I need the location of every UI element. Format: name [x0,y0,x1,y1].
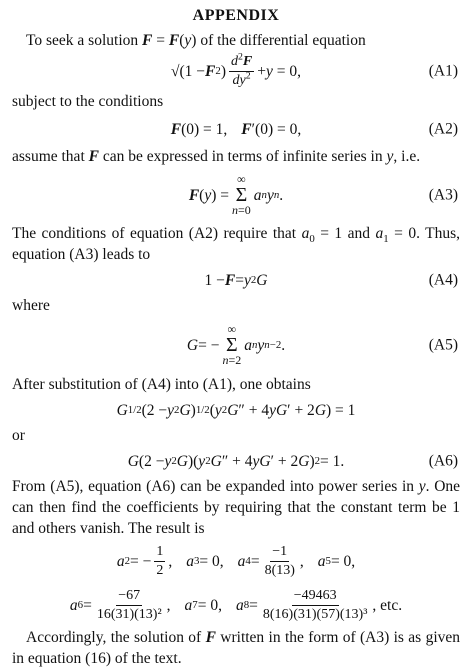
equation-a1: √(1 − F 2 ) $\frac{d^2F}{dy^2}$ + y = 0, (A1) [171,50,458,88]
equation-number: (A5) [428,336,458,354]
paragraph-assume: assume that F can be expressed in terms of infinite series in y, i.e. [12,148,421,165]
paragraph-power-series: From (A5), equation (A6) can be expanded into power series in y. One can then find the coefficients by requiring that the constant term be 1 and others vanish. The result is [12,478,461,537]
paragraph-where: where [12,297,50,314]
paragraph-intro: To seek a solution F = F(y) of the differential equation [26,32,366,49]
equation-a2: F (0) = 1, F ′(0) = 0, (A2) [170,120,458,138]
equation-substituted: G 1/2 (2 − y 2 G ) 1/2 ( y 2 G ″ + 4 yG ′ + 2 G ) = 1 [116,401,356,419]
paragraph-or: or [12,427,25,444]
equation-a6: G (2 − y 2 G )( y 2 G ″ + 4 yG ′ + 2 G ) 2 = 1. (A6) [127,452,458,470]
appendix-heading: APPENDIX [192,7,280,24]
equation-coefficients-row2: a 6 = $\frac{-67}{\text{16(31)(13)²}}$ , a 7 = 0, a 8 = $\frac{-49463}{\text{8(16)(31)(57)(13)³}}$ , etc. [69,587,403,622]
paragraph-conditions: subject to the conditions [12,93,164,110]
equation-number: (A6) [428,452,458,470]
paragraph-conditions-require: The conditions of equation (A2) require that $a_0 = 1$ and $a_1 = 0$. Thus, equation (A3) leads to [12,225,461,263]
equation-a5: G = − ∞ Σ n=2 a n y n−2 . (A5) [186,322,458,367]
paragraph-conclusion: Accordingly, the solution of F written in the form of (A3) is as given in equation (16) of the text. [12,629,461,667]
equation-number: (A4) [428,271,458,289]
equation-number: (A1) [428,62,458,80]
equation-number: (A2) [428,120,458,138]
equation-number: (A3) [428,186,458,204]
equation-coefficients-row1: a 2 = − $\frac{1}{2}$ , a 3 = 0, a 4 = $\frac{-1}{8(13)}$ , a 5 = 0, [116,543,356,578]
equation-a3: F ( y ) = ∞ Σ n=0 a n y n . (A3) [188,172,458,217]
equation-a4: 1 − F = y 2 G (A4) [204,271,458,289]
paragraph-substitution: After substitution of (A4) into (A1), one obtains [12,376,311,393]
